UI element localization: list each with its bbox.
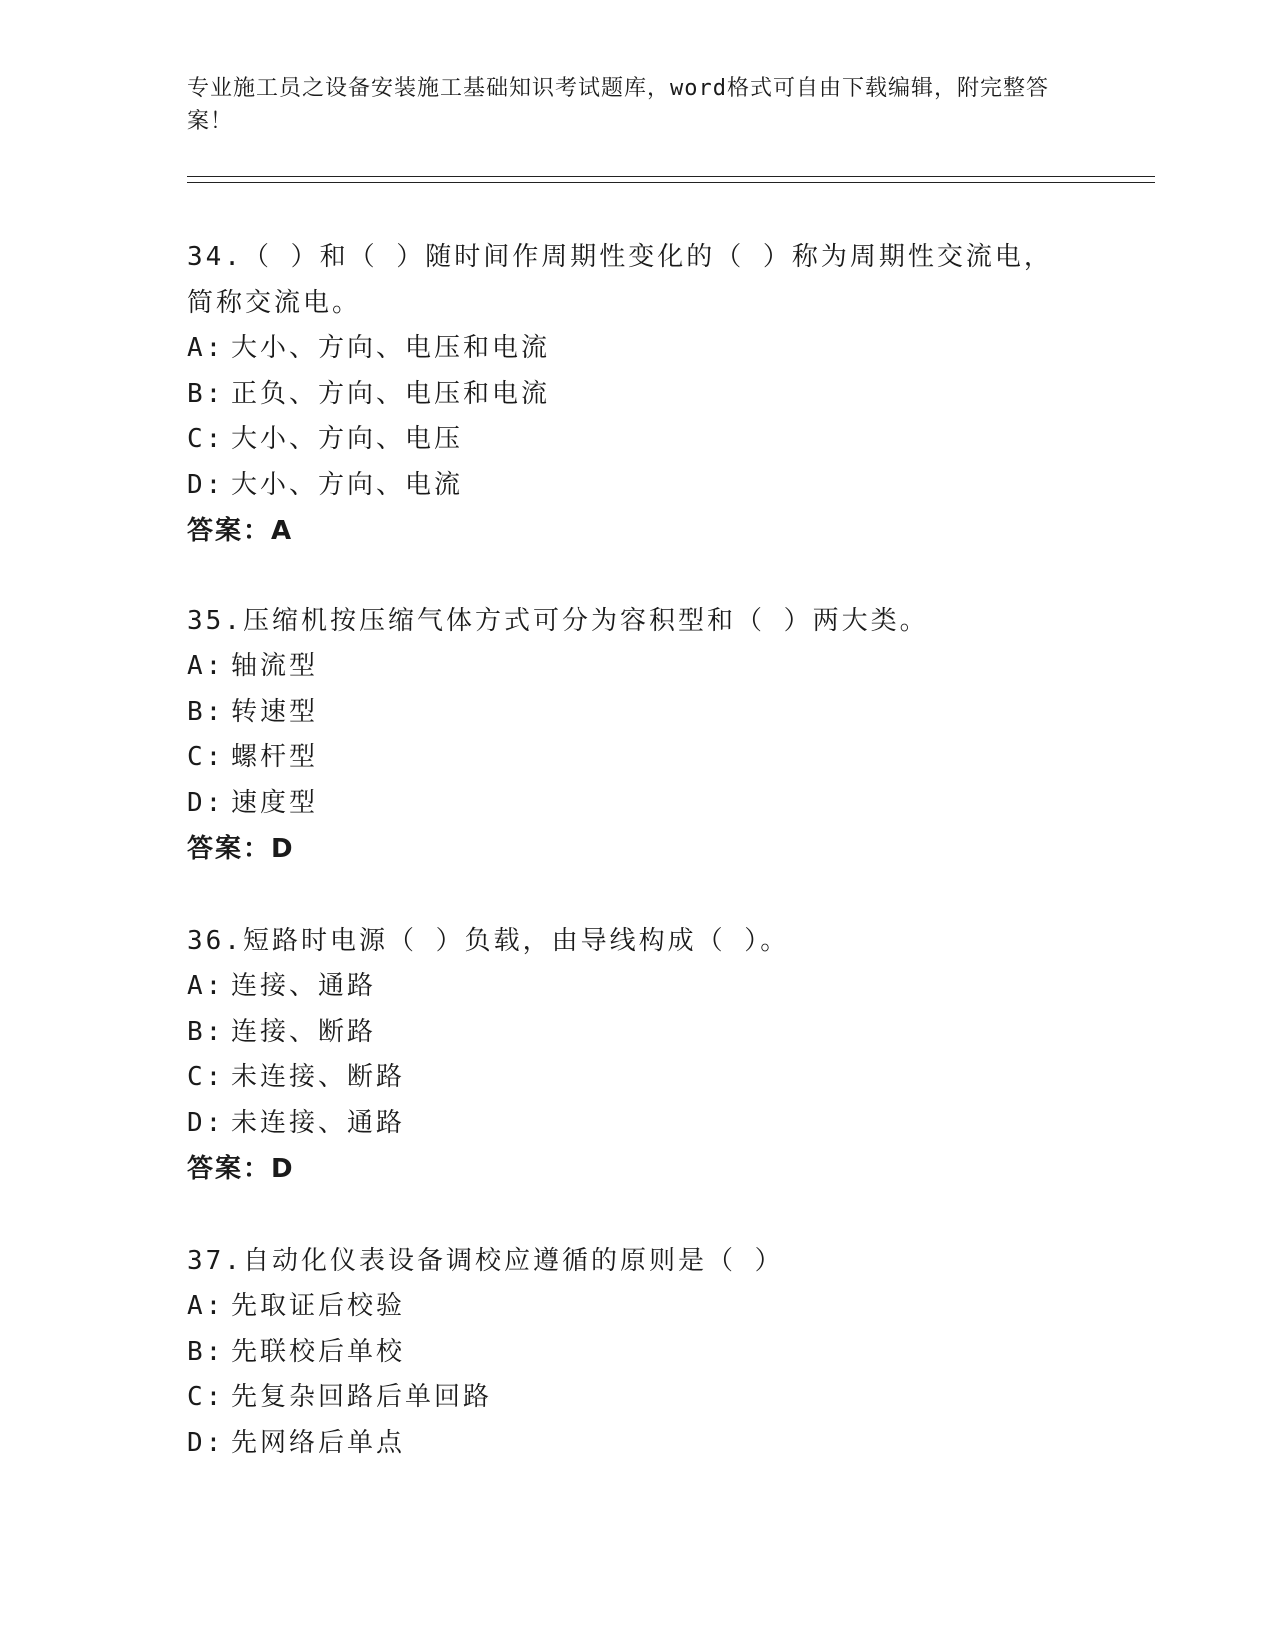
option-text: 连接、通路 xyxy=(231,971,377,1001)
option-d xyxy=(187,1101,1067,1147)
option-key: C: xyxy=(187,1382,225,1412)
option-c xyxy=(187,1055,1067,1101)
option-key: B: xyxy=(187,696,225,727)
option-d xyxy=(187,1421,1067,1467)
question-36 xyxy=(187,918,1067,1192)
option-text: 未连接、通路 xyxy=(231,1107,406,1138)
option-key: B: xyxy=(187,1016,225,1047)
option-key: D: xyxy=(187,1107,225,1138)
answer-label: 答案：A xyxy=(187,516,294,546)
option-b xyxy=(187,372,1067,418)
option-d xyxy=(187,463,1067,509)
question-34 xyxy=(187,234,1067,554)
question-stem: 34.（ ）和（ ）随时间作周期性变化的（ ）称为周期性交流电，简称交流电。 xyxy=(187,242,1053,318)
option-key: A: xyxy=(187,1291,225,1321)
option-key: D: xyxy=(187,1427,225,1458)
option-c xyxy=(187,1375,1067,1421)
header-divider-bottom xyxy=(187,182,1155,183)
option-a xyxy=(187,644,1067,690)
option-text: 未连接、断路 xyxy=(231,1062,406,1092)
document-header: 专业施工员之设备安装施工基础知识考试题库，word格式可自由下载编辑，附完整答案！ xyxy=(187,76,1049,134)
option-c xyxy=(187,735,1067,781)
option-key: C: xyxy=(187,424,225,454)
question-37 xyxy=(187,1238,1067,1466)
option-key: A: xyxy=(187,333,225,363)
option-b xyxy=(187,1010,1067,1056)
option-text: 速度型 xyxy=(231,787,319,818)
option-text: 轴流型 xyxy=(231,651,319,681)
option-text: 先网络后单点 xyxy=(231,1427,406,1458)
option-key: D: xyxy=(187,469,225,500)
question-35 xyxy=(187,598,1067,872)
option-text: 螺杆型 xyxy=(231,742,319,772)
option-text: 大小、方向、电压 xyxy=(231,424,464,454)
option-key: D: xyxy=(187,787,225,818)
option-key: B: xyxy=(187,378,225,409)
option-a xyxy=(187,964,1067,1010)
option-text: 正负、方向、电压和电流 xyxy=(231,378,551,409)
option-text: 大小、方向、电压和电流 xyxy=(231,333,551,363)
question-stem: 37.自动化仪表设备调校应遵循的原则是（ ） xyxy=(187,1246,784,1276)
option-c xyxy=(187,417,1067,463)
option-text: 大小、方向、电流 xyxy=(231,469,464,500)
option-text: 转速型 xyxy=(231,696,319,727)
question-stem: 35.压缩机按压缩气体方式可分为容积型和（ ）两大类。 xyxy=(187,606,929,636)
option-text: 先复杂回路后单回路 xyxy=(231,1382,493,1412)
option-text: 先联校后单校 xyxy=(231,1336,406,1367)
option-key: C: xyxy=(187,1062,225,1092)
answer-label: 答案：D xyxy=(187,834,295,864)
option-text: 先取证后校验 xyxy=(231,1291,406,1321)
option-key: A: xyxy=(187,651,225,681)
option-b xyxy=(187,1330,1067,1376)
option-b xyxy=(187,690,1067,736)
option-d xyxy=(187,781,1067,827)
option-key: B: xyxy=(187,1336,225,1367)
question-stem: 36.短路时电源（ ）负载，由导线构成（ ）。 xyxy=(187,926,790,956)
option-key: C: xyxy=(187,742,225,772)
header-divider-top xyxy=(187,176,1155,177)
option-key: A: xyxy=(187,971,225,1001)
option-a xyxy=(187,326,1067,372)
answer-label: 答案：D xyxy=(187,1154,295,1184)
option-text: 连接、断路 xyxy=(231,1016,377,1047)
option-a xyxy=(187,1284,1067,1330)
